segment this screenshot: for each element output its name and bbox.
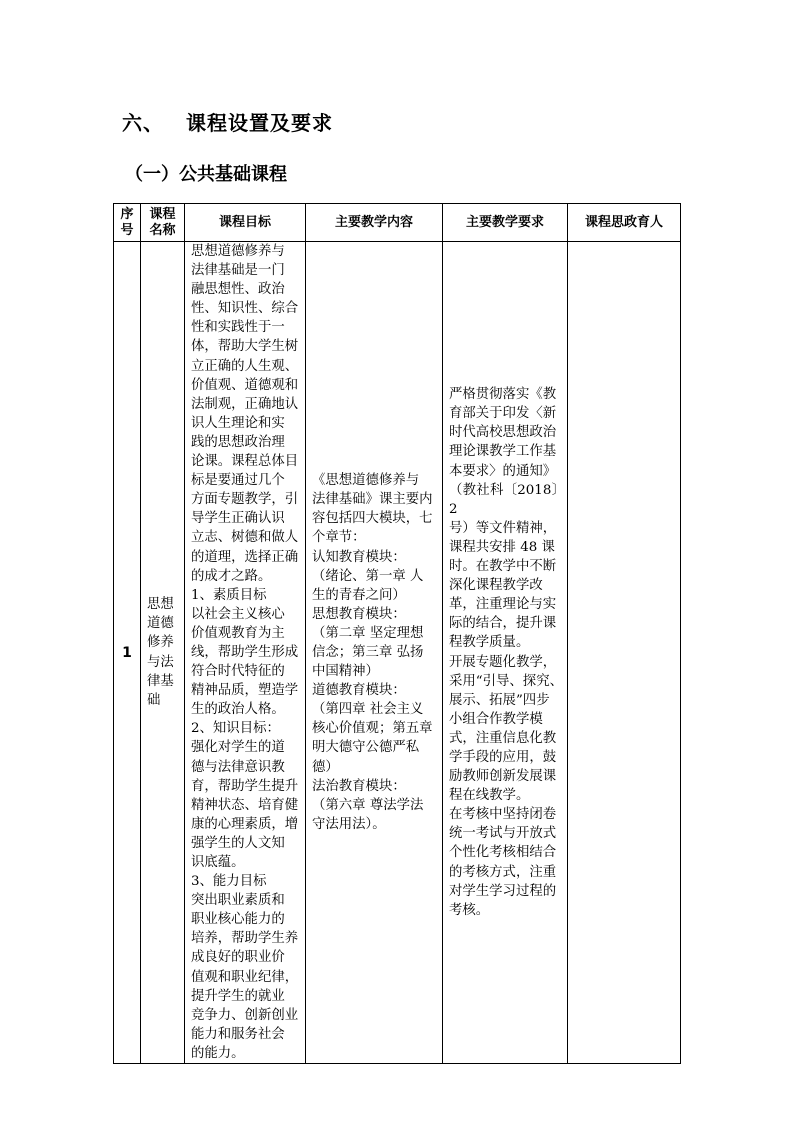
content-line: 明大德守公德严私 — [312, 740, 420, 756]
requirement-line: 学手段的应用，鼓 — [449, 749, 557, 765]
cell-no: 1 — [114, 242, 141, 1064]
course-name-line: 与法 — [147, 654, 174, 670]
requirement-line: 深化课程教学改 — [449, 578, 543, 594]
requirement-line: 展示、拓展”四步 — [449, 692, 550, 708]
goal-line: 值观和职业纪律， — [191, 969, 299, 985]
content-line: 《思想道德修养与 — [312, 473, 420, 489]
course-table — [113, 203, 681, 1064]
cell-ideology — [568, 242, 681, 1064]
goal-line: 精神品质，塑造学 — [191, 683, 299, 699]
content-line: 生的青春之问） — [312, 587, 406, 603]
header-requirement: 主要教学要求 — [443, 204, 568, 242]
requirement-line: 考核。 — [449, 902, 490, 918]
content-line: （第二章 坚定理想 — [312, 625, 424, 641]
header-goal: 课程目标 — [185, 204, 306, 242]
goal-line: 强学生的人文知 — [191, 835, 285, 851]
goal-line: 法制观，正确地认 — [191, 396, 299, 412]
cell-name — [141, 242, 185, 1064]
table-row — [114, 242, 681, 1064]
goal-line: 思想道德修养与 — [191, 244, 285, 259]
course-name-line: 思想 — [147, 597, 174, 613]
requirement-line: 程教学质量。 — [449, 635, 530, 651]
requirement-line: 本要求〉的通知》 — [449, 463, 557, 479]
requirement-line: 采用“引导、探究、 — [449, 673, 563, 689]
course-name-line: 道德 — [147, 616, 174, 632]
requirement-line: 时。在教学中不断 — [449, 559, 557, 575]
content-line: （第六章 尊法学法 — [312, 797, 424, 813]
goal-line: 立正确的人生观、 — [191, 358, 299, 374]
goal-line: 康的心理素质，增 — [191, 816, 299, 832]
course-name-text — [141, 595, 184, 710]
header-ideology: 课程思政育人 — [568, 204, 681, 242]
goal-line: 法律基础是一门 — [191, 263, 285, 279]
content-line: 中国精神） — [312, 664, 379, 680]
goal-line: 2、知识目标： — [191, 721, 280, 737]
content-text — [306, 471, 442, 834]
goal-line: 生的政治人格。 — [191, 702, 285, 718]
goal-line: 立志、树德和做人 — [191, 530, 299, 546]
goal-line: 标是要通过几个 — [191, 473, 285, 489]
requirement-line: 个性化考核相结合 — [449, 845, 557, 861]
goal-line: 的成才之路。 — [191, 568, 272, 584]
requirement-line: 小组合作教学模 — [449, 711, 543, 727]
content-line: 德） — [312, 759, 339, 775]
section-number: 六、 — [122, 111, 164, 135]
goal-line: 价值观、道德观和 — [191, 377, 299, 393]
requirement-line: 时代高校思想政治 — [449, 425, 557, 441]
cell-content — [306, 242, 443, 1064]
goal-line: 识底蕴。 — [191, 855, 245, 870]
goal-line: 1、素质目标 — [191, 587, 267, 603]
goal-line: 职业核心能力的 — [191, 912, 285, 928]
content-line: 道德教育模块： — [312, 683, 406, 699]
header-no-line: 序 — [120, 206, 134, 222]
goal-line: 性、知识性、综合 — [191, 301, 299, 317]
goal-line: 能力和服务社会 — [191, 1026, 285, 1042]
goal-line: 3、能力目标 — [191, 874, 267, 890]
requirement-line: 对学生学习过程的 — [449, 883, 557, 899]
subsection-heading: （一）公共基础课程 — [125, 164, 287, 185]
requirement-line: 励教师创新发展课 — [449, 769, 557, 785]
cell-requirement — [443, 242, 568, 1064]
goal-text — [185, 242, 305, 1063]
content-line: 法律基础》课主要内 — [312, 492, 433, 508]
header-name-line: 课程 — [149, 206, 176, 222]
goal-line: 精神状态、培育健 — [191, 797, 299, 813]
section-heading — [122, 107, 333, 136]
goal-line: 识人生理论和实 — [191, 415, 285, 431]
content-line: （绪论、第一章 人 — [312, 568, 424, 584]
content-line: 信念；第三章 弘扬 — [312, 644, 424, 660]
cell-goal — [185, 242, 306, 1064]
requirement-line: 式，注重信息化教 — [449, 730, 557, 746]
content-line: 思想教育模块： — [312, 606, 406, 622]
goal-line: 性和实践性于一 — [191, 320, 285, 336]
goal-line: 符合时代特征的 — [191, 664, 285, 680]
requirement-line: 课程共安排 48 课 — [449, 539, 555, 555]
requirement-text — [443, 385, 567, 920]
content-line: （第四章 社会主义 — [312, 702, 424, 718]
content-line: 认知教育模块： — [312, 549, 406, 565]
content-line: 容包括四大模块，七 — [312, 511, 433, 527]
requirement-line: 开展专题化教学， — [449, 654, 557, 670]
goal-line: 论课。课程总体目 — [191, 454, 299, 470]
goal-line: 导学生正确认识 — [191, 511, 285, 527]
goal-line: 突出职业素质和 — [191, 893, 285, 909]
course-name-line: 修养 — [147, 635, 174, 651]
content-line: 守法用法）。 — [312, 816, 386, 832]
content-line: 个章节： — [312, 530, 366, 546]
goal-line: 培养，帮助学生养 — [191, 931, 299, 947]
requirement-line: 统一考试与开放式 — [449, 826, 557, 842]
content-line: 核心价值观；第五章 — [312, 721, 433, 737]
requirement-line: 理论课教学工作基 — [449, 444, 557, 460]
requirement-line: 的考核方式，注重 — [449, 864, 557, 880]
goal-line: 践的思想政治理 — [191, 434, 285, 450]
goal-line: 线，帮助学生形成 — [191, 644, 299, 660]
requirement-line: 育部关于印发〈新 — [449, 406, 557, 422]
requirement-line: 号）等文件精神， — [449, 520, 557, 536]
goal-line: 体，帮助大学生树 — [191, 339, 299, 355]
header-no — [114, 204, 141, 242]
section-title: 课程设置及要求 — [186, 111, 333, 135]
content-line: 法治教育模块： — [312, 778, 406, 794]
header-name-line: 名称 — [149, 222, 176, 238]
course-name-line: 础 — [147, 692, 161, 708]
requirement-line: （教社科〔2018〕2 — [449, 482, 565, 517]
goal-line: 价值观教育为主 — [191, 625, 285, 641]
goal-line: 提升学生的就业 — [191, 988, 285, 1004]
goal-line: 成良好的职业价 — [191, 950, 285, 966]
goal-line: 方面专题教学，引 — [191, 492, 299, 508]
course-name-line: 律基 — [147, 673, 174, 689]
goal-line: 竞争力、创新创业 — [191, 1007, 299, 1023]
requirement-line: 际的结合，提升课 — [449, 616, 557, 632]
goal-line: 的能力。 — [191, 1045, 245, 1061]
goal-line: 德与法律意识教 — [191, 759, 285, 775]
goal-line: 的道理，选择正确 — [191, 549, 299, 565]
goal-line: 融思想性、政治 — [191, 282, 285, 298]
goal-line: 以社会主义核心 — [191, 606, 285, 622]
header-content: 主要教学内容 — [306, 204, 443, 242]
requirement-line: 严格贯彻落实《教 — [449, 387, 557, 403]
table-header-row — [114, 204, 681, 242]
header-name — [141, 204, 185, 242]
requirement-line: 革，注重理论与实 — [449, 597, 557, 613]
requirement-line: 程在线教学。 — [449, 788, 530, 804]
header-no-line: 号 — [120, 222, 134, 238]
goal-line: 育，帮助学生提升 — [191, 778, 299, 794]
goal-line: 强化对学生的道 — [191, 740, 285, 756]
requirement-line: 在考核中坚持闭卷 — [449, 807, 557, 823]
